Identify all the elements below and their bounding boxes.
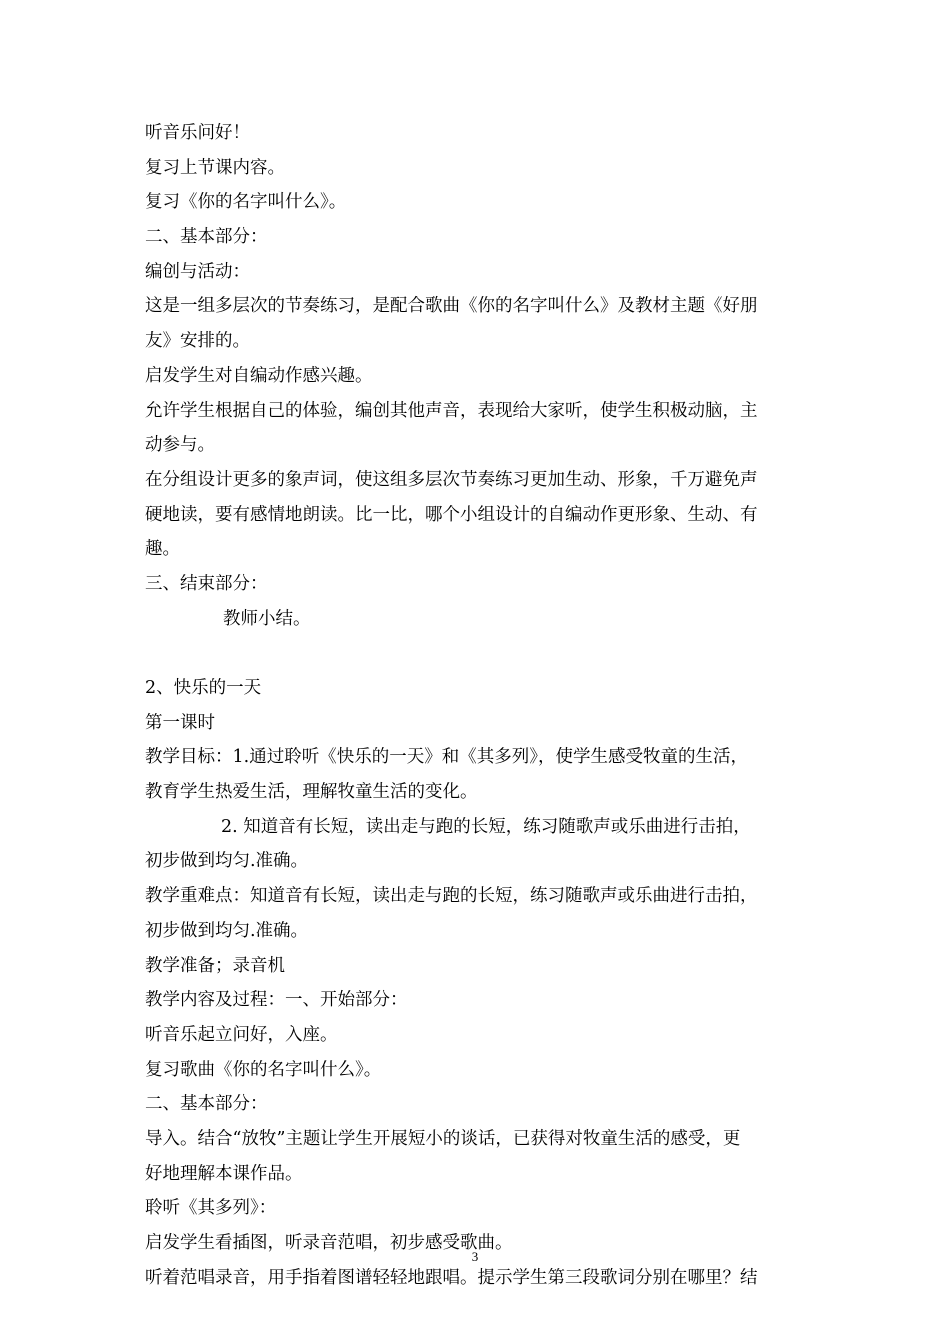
text-line: 友》安排的。	[145, 331, 250, 352]
text-line: 教学重难点：知道音有长短，读出走与跑的长短，练习随歌声或乐曲进行击拍，	[145, 886, 758, 907]
text-line: 教师小结。	[223, 608, 311, 629]
text-line: 教学内容及过程：一、开始部分：	[145, 990, 408, 1011]
text-line: 第一课时	[145, 712, 215, 733]
text-line: 复习歌曲《你的名字叫什么》。	[145, 1059, 382, 1080]
text-line: 教育学生热爱生活，理解牧童生活的变化。	[145, 782, 478, 803]
text-line: 在分组设计更多的象声词，使这组多层次节奏练习更加生动、形象，千万避免声	[145, 469, 758, 490]
section-heading: 二、基本部分：	[145, 227, 268, 248]
text-line: 启发学生看插图，听录音范唱，初步感受歌曲。	[145, 1233, 513, 1253]
text-line: 允许学生根据自己的体验，编创其他声音，表现给大家听，使学生积极动脑，主	[145, 400, 758, 421]
text-line: 动参与。	[145, 435, 215, 456]
text-line: 趣。	[145, 539, 180, 560]
text-line: 复习上节课内容。	[145, 157, 285, 178]
text-line: 听音乐问好！	[145, 123, 250, 143]
page-number: 3	[471, 1249, 479, 1264]
text-line: 导入。结合“放牧”主题让学生开展短小的谈话，已获得对牧童生活的感受，更	[145, 1128, 741, 1149]
text-line: 教学目标：1.通过聆听《快乐的一天》和《其多列》，使学生感受牧童的生活，	[145, 747, 748, 768]
text-line: 编创与活动：	[145, 261, 250, 282]
document-body	[145, 116, 810, 1295]
text-line: 聆听《其多列》：	[145, 1198, 277, 1219]
section-heading: 三、结束部分：	[145, 573, 268, 594]
text-line: 启发学生对自编动作感兴趣。	[145, 365, 373, 386]
text-line: 听着范唱录音，用手指着图谱轻轻地跟唱。提示学生第三段歌词分别在哪里？结	[145, 1267, 758, 1288]
text-line: 这是一组多层次的节奏练习，是配合歌曲《你的名字叫什么》及教材主题《好朋	[145, 296, 758, 317]
text-line: 2. 知道音有长短，读出走与跑的长短，练习随歌声或乐曲进行击拍，	[221, 816, 751, 837]
text-line: 初步做到均匀.准确。	[145, 851, 309, 872]
text-line: 硬地读，要有感情地朗读。比一比，哪个小组设计的自编动作更形象、生动、有	[145, 504, 758, 525]
lesson-title: 2、快乐的一天	[145, 678, 262, 698]
text-line: 复习《你的名字叫什么》。	[145, 192, 347, 213]
text-line: 教学准备；录音机	[145, 955, 285, 976]
blank-line	[145, 636, 810, 671]
text-line: 初步做到均匀.准确。	[145, 920, 309, 941]
text-line: 听音乐起立问好，入座。	[145, 1024, 338, 1045]
section-heading: 二、基本部分：	[145, 1094, 268, 1115]
text-line: 好地理解本课作品。	[145, 1163, 303, 1184]
